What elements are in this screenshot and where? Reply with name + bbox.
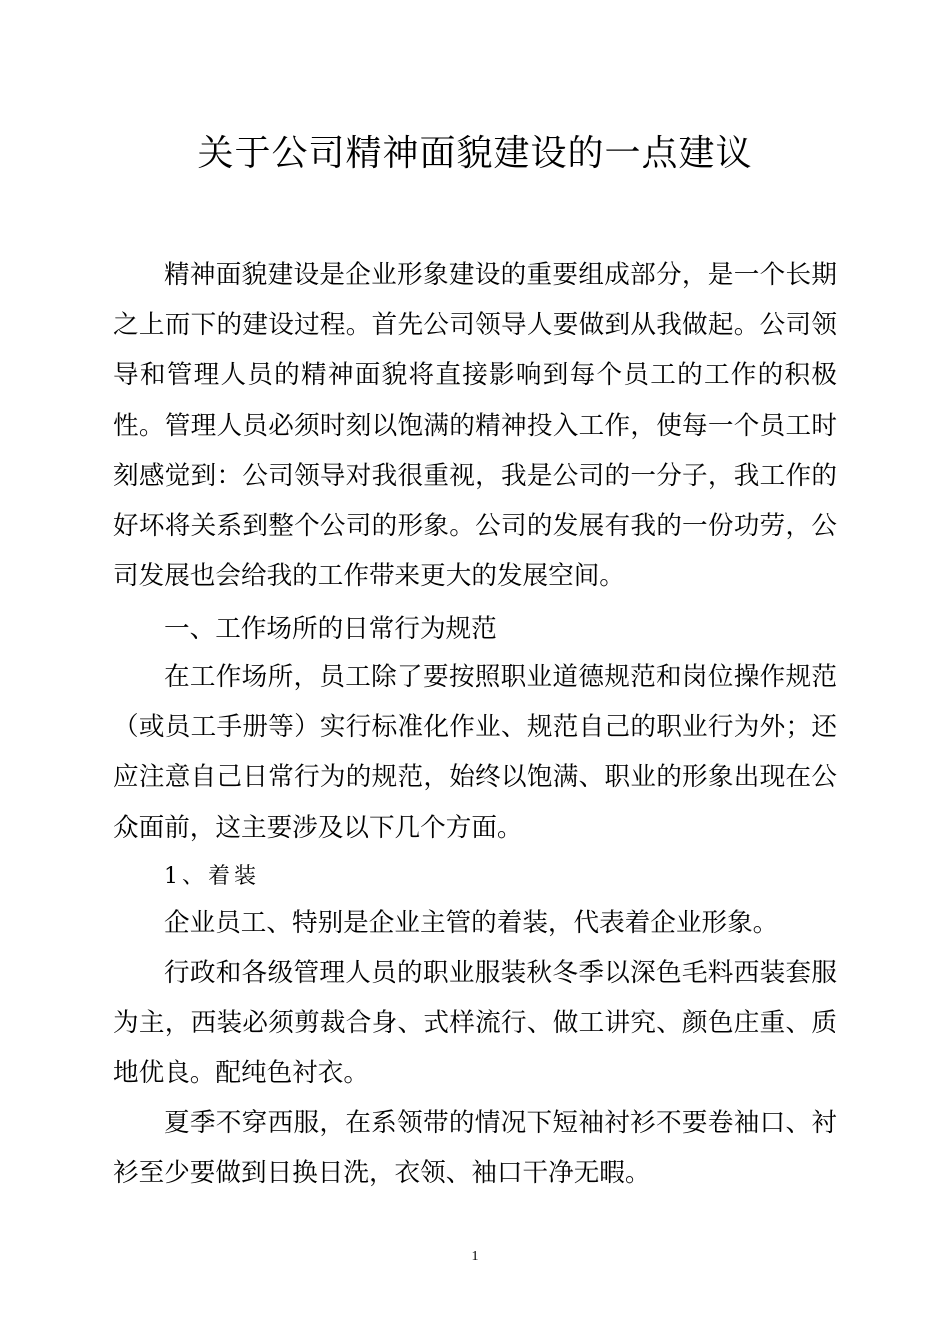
page-number: 1: [471, 1249, 479, 1264]
document-title: 关于公司精神面貌建设的一点建议: [197, 133, 753, 174]
paragraph-intro: 精神面貌建设是企业形象建设的重要组成部分，是一个长期之上而下的建设过程。首先公司领导人要做到从我做起。公司领导和管理人员的精神面貌将直接影响到每个员工的工作的积极性。管理人员必须时刻以饱满的精神投入工作，使每一个员工时刻感觉到：公司领导对我很重视，我是公司的一分子，我工作的好坏将关系到整个公司的形象。公司的发展有我的一份功劳，公司发展也会给我的工作带来更大的发展空间。: [113, 260, 837, 592]
paragraph-attire-intro: 企业员工、特别是企业主管的着装，代表着企业形象。: [164, 908, 779, 938]
section-heading-workplace: 一、工作场所的日常行为规范: [164, 614, 497, 644]
paragraph-attire-management: 行政和各级管理人员的职业服装秋冬季以深色毛料西装套服为主，西装必须剪裁合身、式样流行、做工讲究、颜色庄重、质地优良。配纯色衬衣。: [113, 958, 837, 1089]
subsection-heading-attire: 1、着装: [164, 864, 260, 889]
paragraph-attire-summer: 夏季不穿西服，在系领带的情况下短袖衬衫不要卷袖口、衬衫至少要做到日换日洗，衣领、袖口干净无暇。: [113, 1108, 837, 1189]
paragraph-workplace: 在工作场所，员工除了要按照职业道德规范和岗位操作规范（或员工手册等）实行标准化作业、规范自己的职业行为外；还应注意自己日常行为的规范，始终以饱满、职业的形象出现在公众面前，这主要涉及以下几个方面。: [113, 662, 837, 843]
